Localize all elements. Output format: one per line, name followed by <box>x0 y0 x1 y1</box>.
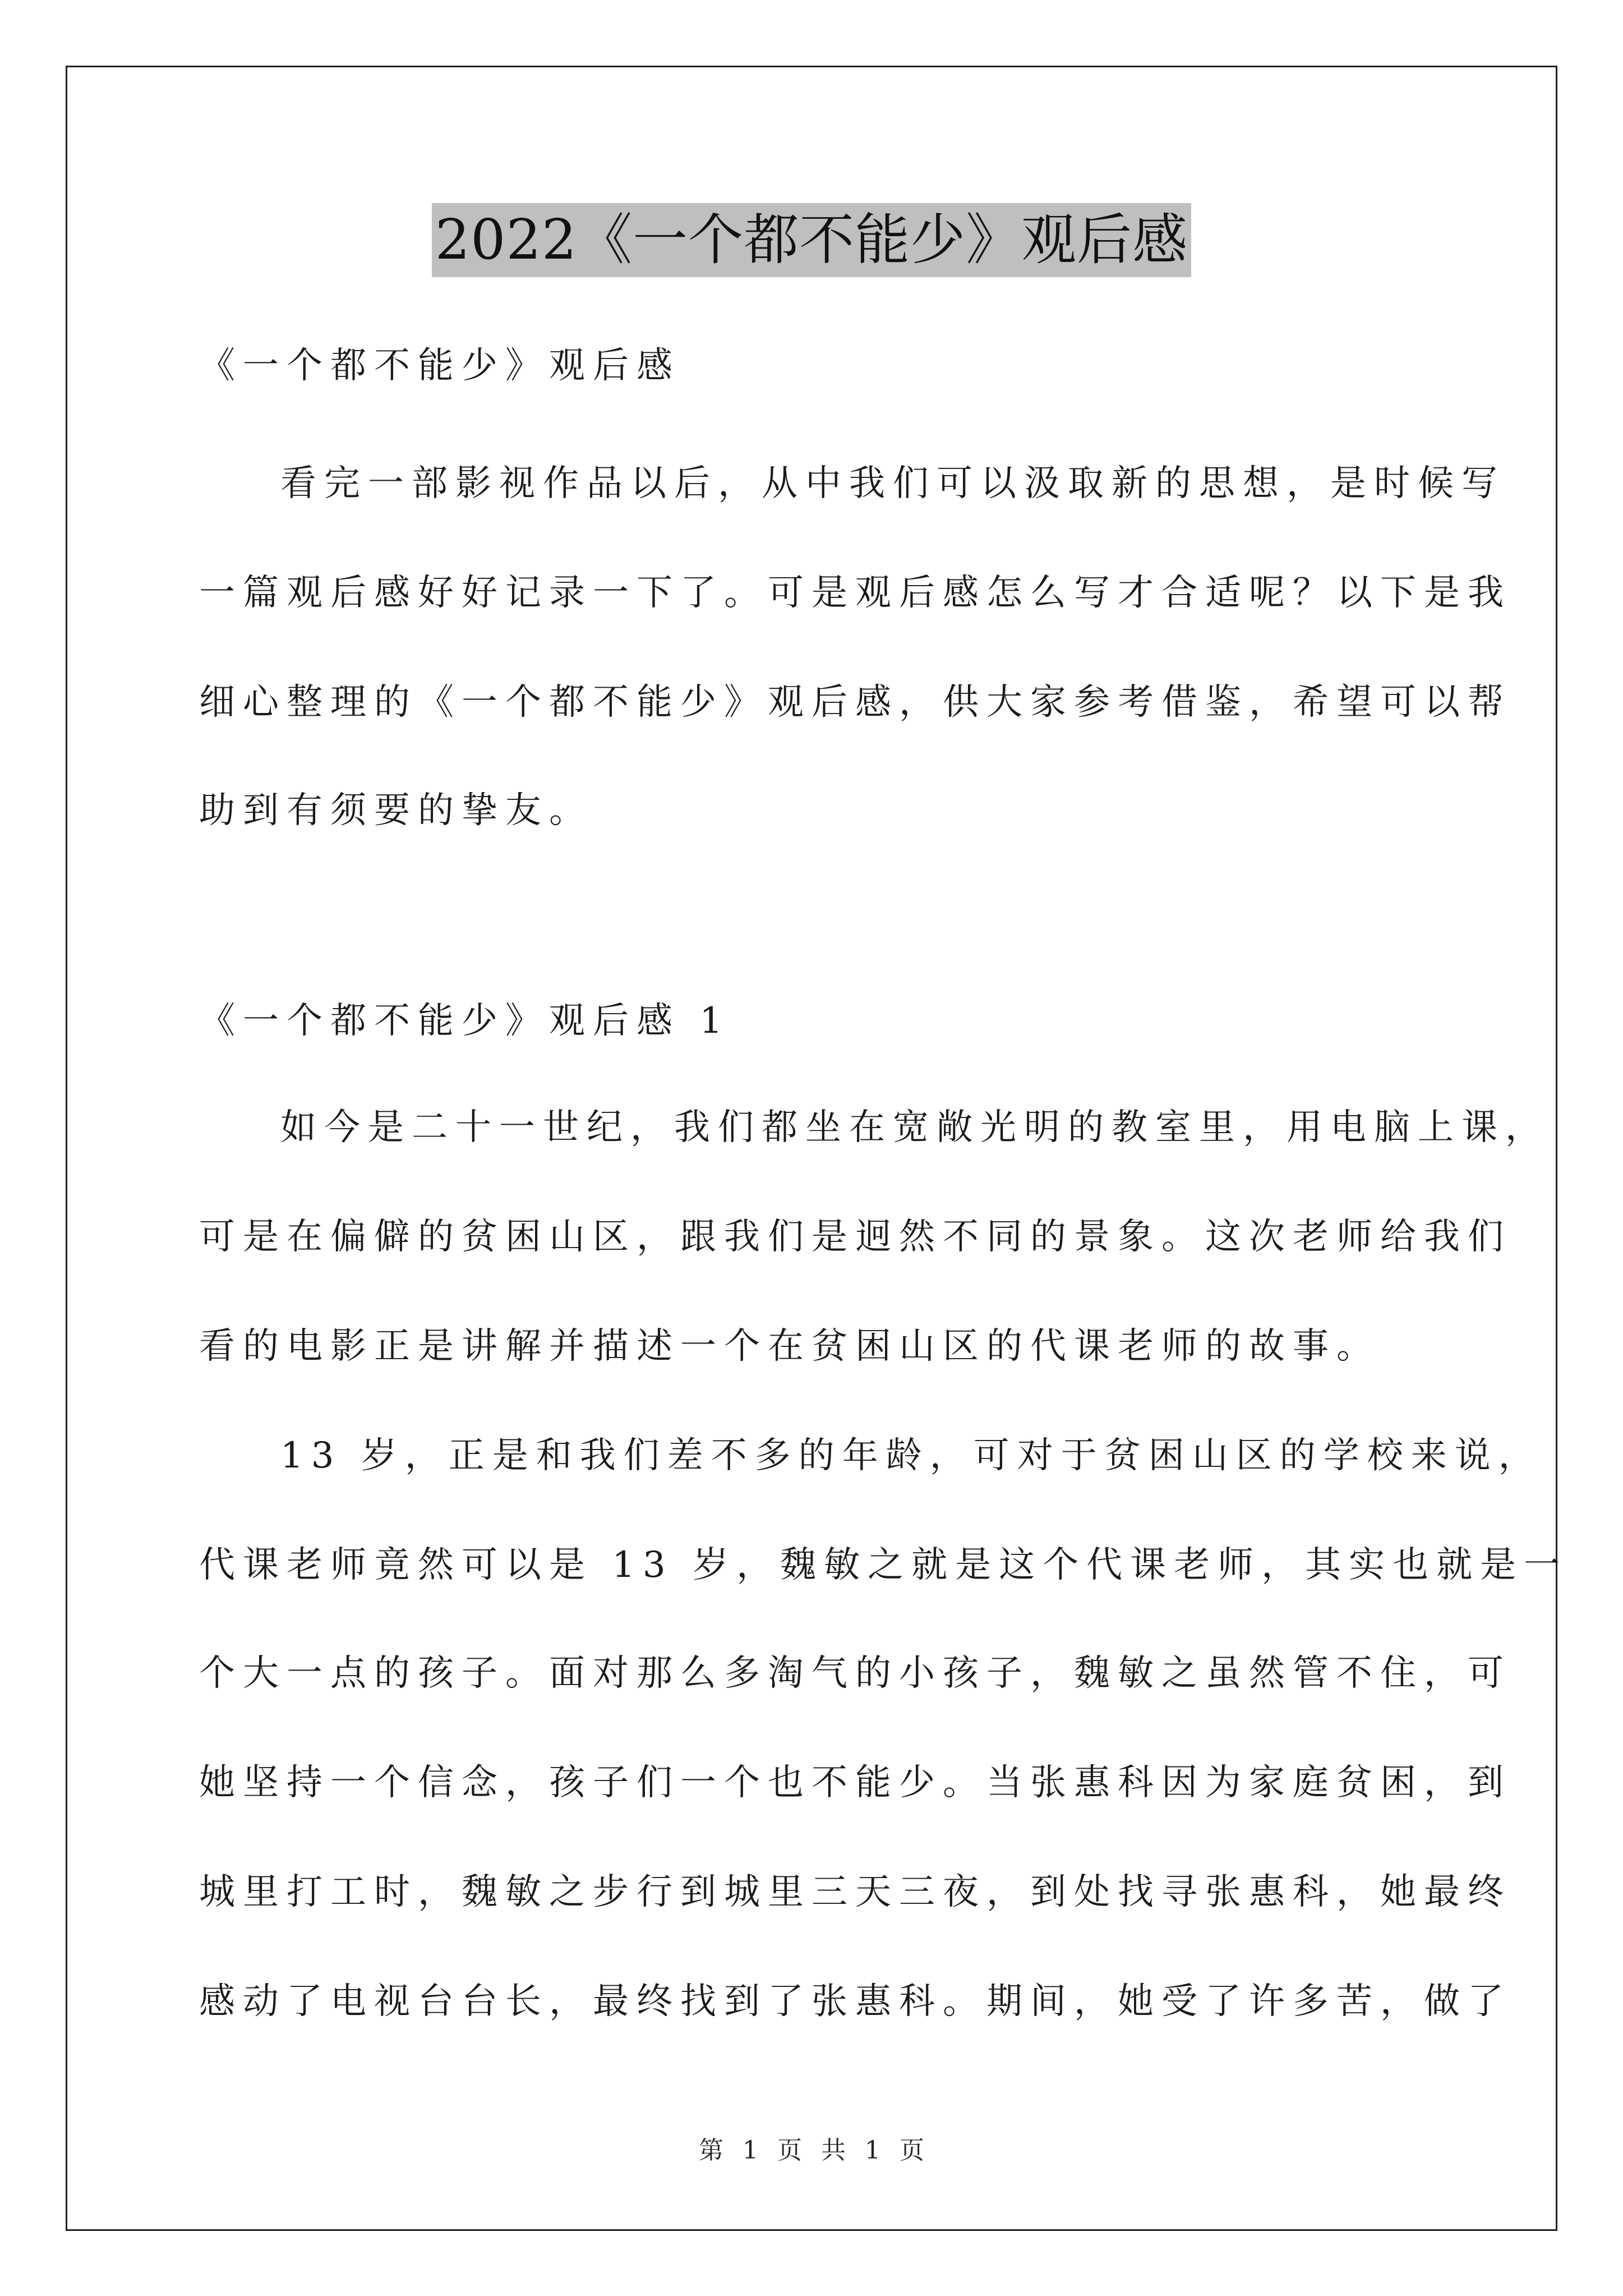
paragraph-line: 可是在偏僻的贫困山区，跟我们是迥然不同的景象。这次老师给我们 <box>199 1216 1511 1258</box>
paragraph-line: 城里打工时，魏敏之步行到城里三天三夜，到处找寻张惠科，她最终 <box>199 1871 1511 1913</box>
paragraph-line: 她坚持一个信念，孩子们一个也不能少。当张惠科因为家庭贫困，到 <box>199 1762 1511 1803</box>
paragraph-line: 看完一部影视作品以后，从中我们可以汲取新的思想，是时候写 <box>280 463 1505 504</box>
paragraph-line: 个大一点的孩子。面对那么多淘气的小孩子，魏敏之虽然管不住，可 <box>199 1653 1511 1694</box>
paragraph-line: 细心整理的《一个都不能少》观后感，供大家参考借鉴，希望可以帮 <box>199 682 1511 723</box>
paragraph-line: 一篇观后感好好记录一下了。可是观后感怎么写才合适呢？以下是我 <box>199 572 1511 614</box>
paragraph-line: 13 岁，正是和我们差不多的年龄，可对于贫困山区的学校来说， <box>280 1435 1542 1476</box>
document-title: 2022《一个都不能少》观后感 <box>432 203 1191 277</box>
section-heading: 《一个都不能少》观后感 1 <box>199 1000 731 1042</box>
paragraph-line: 助到有须要的挚友。 <box>199 790 593 831</box>
subtitle-line: 《一个都不能少》观后感 <box>199 345 680 386</box>
paragraph-line: 看的电影正是讲解并描述一个在贫困山区的代课老师的故事。 <box>199 1326 1380 1367</box>
page-footer: 第 1 页 共 1 页 <box>699 2136 924 2165</box>
paragraph-line: 如今是二十一世纪，我们都坐在宽敞光明的教室里，用电脑上课， <box>280 1107 1549 1148</box>
paragraph-line: 代课老师竟然可以是 13 岁，魏敏之就是这个代课老师，其实也就是一 <box>199 1544 1568 1586</box>
paragraph-line: 感动了电视台台长，最终找到了张惠科。期间，她受了许多苦，做了 <box>199 1981 1511 2022</box>
title-container <box>0 203 1623 277</box>
